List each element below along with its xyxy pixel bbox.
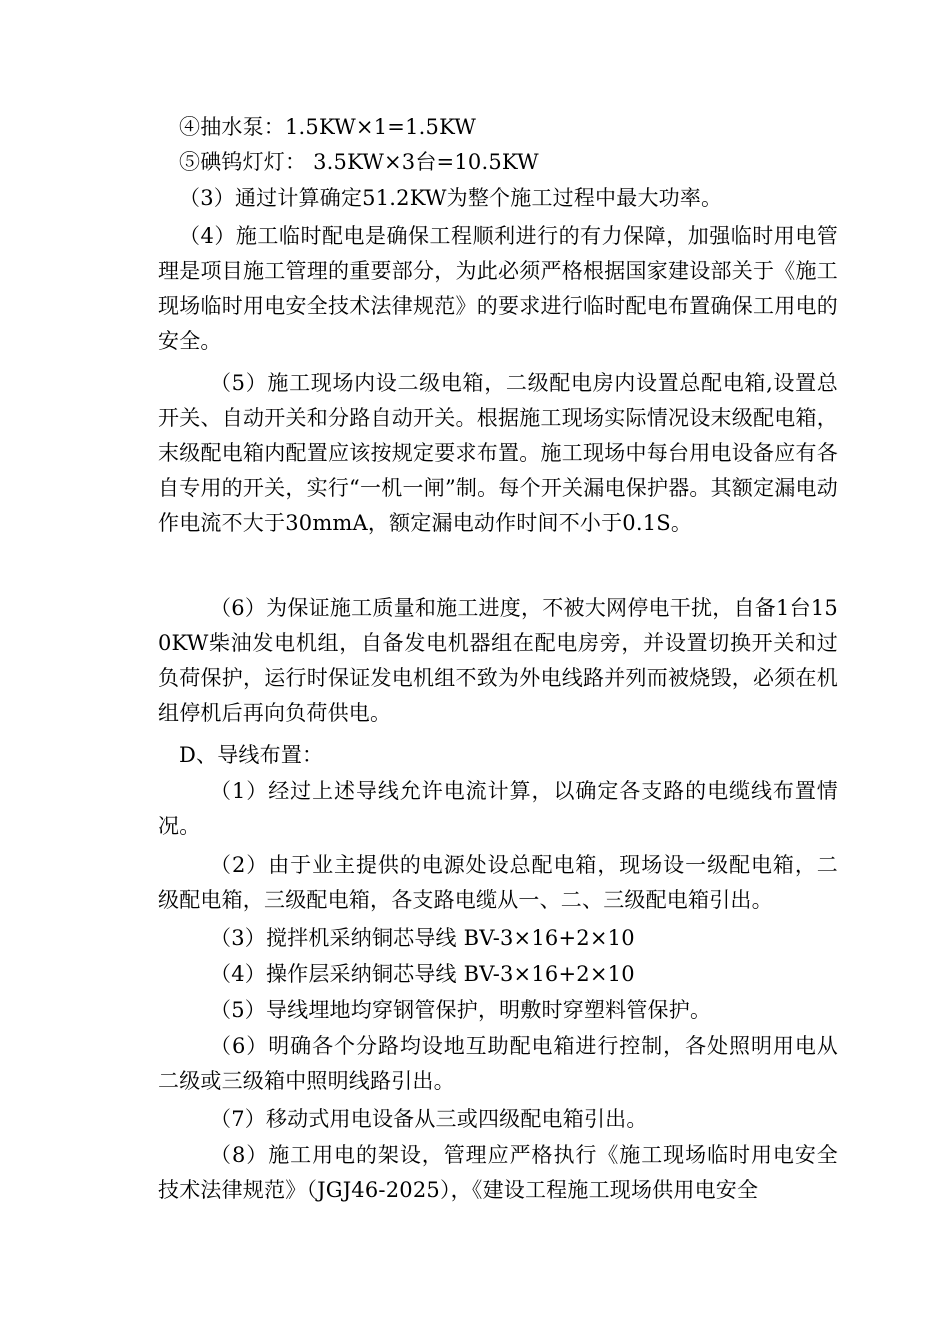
wiring-item-3: （3）搅拌机采纳铜芯导线 BV-3×16+2×10 [210, 926, 635, 950]
wiring-item-5: （5）导线埋地均穿钢管保护，明敷时穿塑料管保护。 [210, 998, 712, 1022]
paragraph-5: （5）施工现场内设二级电箱，二级配电房内设置总配电箱,设置总开关、自动开关和分路自动开关。根据施工现场实际情况设末级配电箱，末级配电箱内配置应该按规定要求布置。施工现场中每台用电设备应有各自专用的开关，实行“一机一闸”制。每个开关漏电保护器。其额定漏电动作电流不大于30mmA，额定漏电动作时间不小于0.1S。 [158, 371, 838, 535]
wiring-item-8: （8）施工用电的架设，管理应严格执行《施工现场临时用电安全技术法律规范》（JGJ46-2025），《建设工程施工现场供用电安全 [158, 1143, 838, 1202]
paragraph-pump: ④抽水泵：1.5KW×1=1.5KW [179, 115, 476, 139]
paragraph-3: （3）通过计算确定51.2KW为整个施工过程中最大功率。 [179, 186, 723, 210]
wiring-item-6: （6）明确各个分路均设地互助配电箱进行控制，各处照明用电从二级或三级箱中照明线路引出。 [158, 1034, 838, 1093]
wiring-item-1: （1）经过上述导线允许电流计算，以确定各支路的电缆线布置情况。 [158, 779, 838, 838]
wiring-item-2: （2）由于业主提供的电源处设总配电箱，现场设一级配电箱，二级配电箱，三级配电箱，各支路电缆从一、二、三级配电箱引出。 [158, 853, 838, 912]
wiring-item-7: （7）移动式用电设备从三或四级配电箱引出。 [210, 1107, 648, 1131]
section-heading-d: D、导线布置： [179, 743, 324, 767]
paragraph-6: （6）为保证施工质量和施工进度，不被大网停电干扰，自备1台150KW柴油发电机组，自备发电机器组在配电房旁，并设置切换开关和过负荷保护，运行时保证发电机组不致为外电线路并列而被烧毁，必须在机组停机后再向负荷供电。 [158, 596, 838, 725]
paragraph-lamp: ⑤碘钨灯灯： 3.5KW×3台=10.5KW [179, 150, 539, 174]
wiring-item-4: （4）操作层采纳铜芯导线 BV-3×16+2×10 [210, 962, 635, 986]
paragraph-4: （4）施工临时配电是确保工程顺利进行的有力保障，加强临时用电管理是项目施工管理的重要部分，为此必须严格根据国家建设部关于《施工现场临时用电安全技术法律规范》的要求进行临时配电布置确保工用电的安全。 [158, 224, 838, 353]
